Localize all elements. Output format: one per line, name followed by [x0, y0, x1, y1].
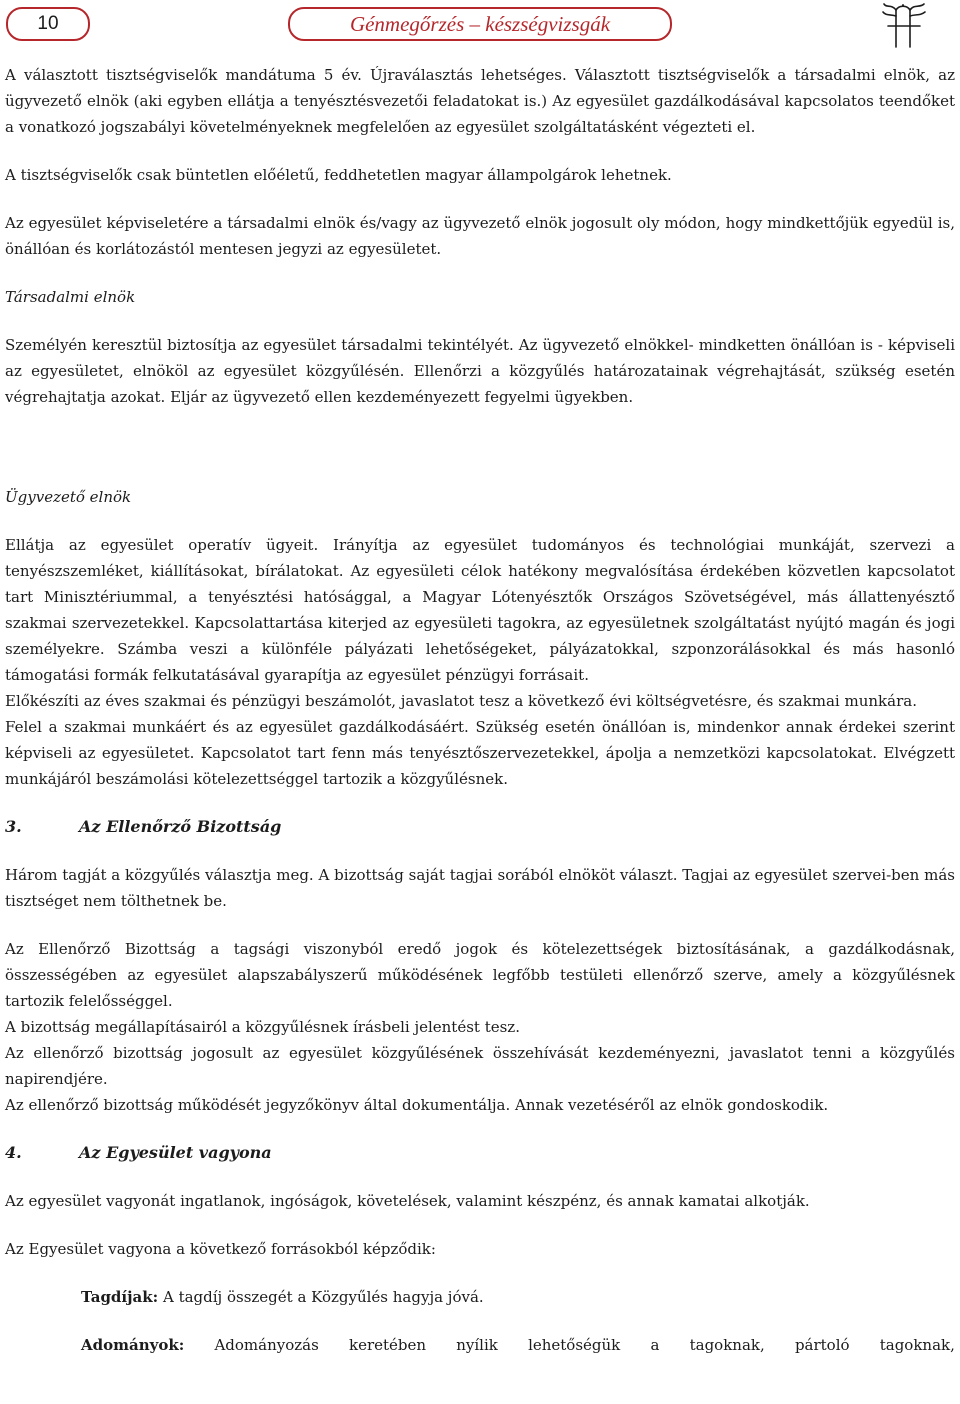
list-item-label: Tagdíjak: [81, 1288, 159, 1306]
paragraph-mandate: A választott tisztségviselők mandátuma 5 év. Újraválasztás lehetséges. Választott tisztségviselők a társadalmi elnök, az ügyvezető elnök (aki egyben ellátja a tenyésztésvezetői feladatokat is.) Az egyesület gazdálkodásával kapcsolatos teendőket a vonatkozó jogszabályi követelményeknek megfelelően az egyesület szolgáltatásként végezteti el. [5, 66, 955, 136]
list-item-word: tagoknak, [689, 1336, 765, 1354]
section-title: Az Ellenőrző Bizottság [79, 817, 282, 836]
paragraph-ellenorzo-members: Három tagját a közgyűlés választja meg. A bizottság saját tagjai sorából elnököt választ. Tagjai az egyesület szervei-ben más tisztséget nem tölthetnek be. [5, 866, 955, 910]
list-item-word: Adományozás [214, 1336, 319, 1354]
running-title: Génmegőrzés – készségvizsgák [288, 7, 672, 41]
list-item-word: lehetőségük [528, 1336, 621, 1354]
paragraph-ellenorzo-role: Az Ellenőrző Bizottság a tagsági viszonyból eredő jogok és kötelezettségek biztosításának, a gazdálkodásnak, összességében az egyesület alapszabályszerű működésének legfőbb testületi ellenőrző szerve, amely a közgyűlésnek tartozik felelősséggel. [5, 940, 955, 1010]
paragraph-ugyvezeto-responsibility: Felel a szakmai munkáért és az egyesület gazdálkodásáért. Szükség esetén önállóan is, mindenkor annak érdekei szerint képviseli az egyesületet. Kapcsolatot tart fenn más tenyésztőszervezetekkel, ápolja a nemzetközi kapcsolatokat. Elvégzett munkájáról beszámolási kötelezettséggel tartozik a közgyűlésnek. [5, 718, 955, 788]
paragraph-ellenorzo-report: A bizottság megállapításairól a közgyűlésnek írásbeli jelentést tesz. [5, 1018, 520, 1036]
paragraph-eligibility: A tisztségviselők csak büntetlen előéletű, feddhetetlen magyar állampolgárok lehetnek. [5, 166, 672, 184]
list-item-label: Adományok: [81, 1336, 185, 1354]
page-number: 10 [6, 7, 90, 41]
section-title: Az Egyesület vagyona [79, 1143, 272, 1162]
list-item-word: pártoló [794, 1336, 850, 1354]
page-content [5, 62, 955, 1358]
page-header [0, 0, 960, 50]
list-item-tagdijak [5, 1284, 955, 1310]
section-heading-4 [5, 1140, 955, 1166]
paragraph-vagyon-sources: Az Egyesület vagyona a következő forrásokból képződik: [5, 1240, 436, 1258]
paragraph-vagyon: Az egyesület vagyonát ingatlanok, ingóságok, követelések, valamint készpénz, és annak kamatai alkotják. [5, 1192, 810, 1210]
paragraph-representation: Az egyesület képviseletére a társadalmi elnök és/vagy az ügyvezető elnök jogosult oly módon, hogy mindkettőjük egyedül is, önállóan és korlátozástól mentesen jegyzi az egyesületet. [5, 214, 955, 258]
paragraph-ellenorzo-convene: Az ellenőrző bizottság jogosult az egyesület közgyűlésének összehívását kezdeményezni, javaslatot tenni a közgyűlés napirendjére. [5, 1044, 955, 1088]
list-item-text: A tagdíj összegét a Közgyűlés hagyja jóvá. [158, 1288, 484, 1306]
section-number: 3. [5, 817, 22, 836]
stylized-tree-emblem-icon [880, 2, 928, 48]
paragraph-ugyvezeto-duties: Ellátja az egyesület operatív ügyeit. Irányítja az egyesület tudományos és technológiai munkáját, szervezi a tenyészszemléket, kiállításokat, bírálatokat. Az egyesületi célok hatékony megvalósítása érdekében közvetlen kapcsolatot tart Minisztériummal, a tenyésztési hatósággal, a Magyar Lótenyésztők Országos Szövetségével, más állattenyésztő szakmai szervezetekkel. Kapcsolattartása kiterjed az egyesületi tagokra, az egyesületnek szolgáltatást nyújtó magán és jogi személyekre. Számba veszi a különféle pályázati lehetőségeket, pályázatokkal, szponzorálásokkal és más hasonló támogatási formák felkutatásával gyarapítja az egyesület pénzügyi forrásait. [5, 536, 955, 684]
subheading-ugyvezeto-elnok: Ügyvezető elnök [5, 488, 132, 506]
list-item-word: nyílik [456, 1336, 498, 1354]
paragraph-ugyvezeto-budget: Előkészíti az éves szakmai és pénzügyi beszámolót, javaslatot tesz a következő évi költségvetésre, és szakmai munkára. [5, 692, 917, 710]
paragraph-tarsadalmi-elnok: Személyén keresztül biztosítja az egyesület társadalmi tekintélyét. Az ügyvezető elnökkel- mindketten önállóan is - képviseli az egyesületet, elnököl az egyesület közgyűlésén. Ellenőrzi a közgyűlés határozatainak végrehajtását, szükség esetén végrehajtatja azokat. Eljár az ügyvezető ellen kezdeményezett fegyelmi ügyekben. [5, 336, 955, 406]
list-item-word: tagoknak, [879, 1336, 955, 1354]
section-heading-3 [5, 814, 955, 840]
list-item-word: keretében [349, 1336, 427, 1354]
subheading-tarsadalmi-elnok: Társadalmi elnök [5, 288, 136, 306]
list-item-adomanyok [5, 1332, 955, 1358]
list-item-word: a [650, 1336, 660, 1354]
section-number: 4. [5, 1143, 22, 1162]
paragraph-ellenorzo-minutes: Az ellenőrző bizottság működését jegyzőkönyv által dokumentálja. Annak vezetéséről az elnök gondoskodik. [5, 1096, 829, 1114]
